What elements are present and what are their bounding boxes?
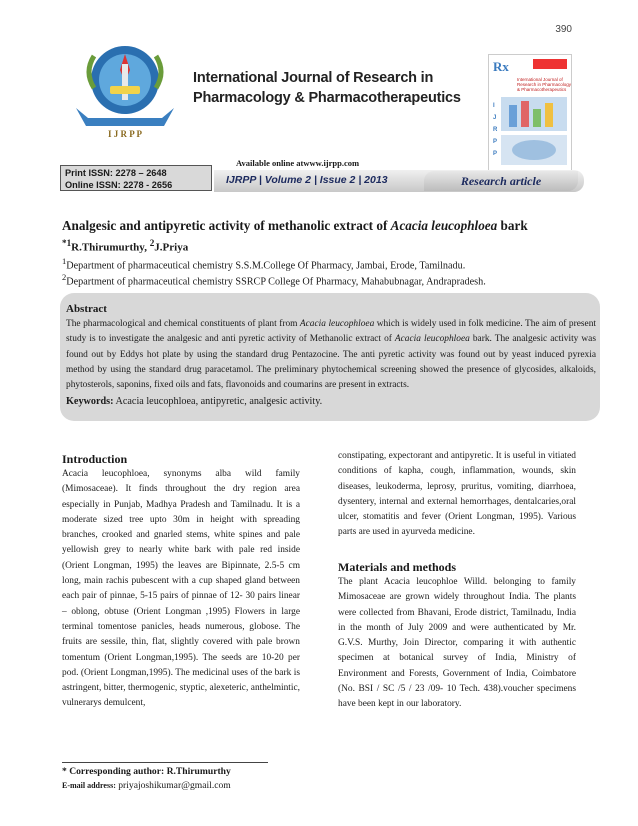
article-title-text: Analgesic and antipyretic activity of methanolic extract of <box>62 218 391 233</box>
svg-text:I: I <box>493 103 495 109</box>
introduction-text: Acacia leucophloea, synonyms alba wild family (Mimosaceae). It finds throughout the dry region area especially in Punjab, Madhya Pradesh and Tamilnadu. It is a moderate sized tree upto 30m in height with spreading branches, crooked and gnarled stems, white spines and pale yellowish grey to nearly white bark with pale red inside (Orient Longman, 1995) the leaves are Bipinnate, 2.5-5 cm long, main rachis pubescent with a cup shaped gland between each pair of pinnae, 5-15 pairs of pinnae of 12- 30 pairs linear – oblong, obtuse (Orient Longman ,1995) Flowers in large terminal tomentose panicles, heads numerous, globose. The fruits are sessile, thin, flat, slightly covered with pale brown tomentum (Orient Longman,1995). The seeds are 10-20 per pod. (Orient Longman,1995). The medicinal uses of the bark is astringent, bitter, thermogenic, styptic, alexeteric, anthelmintic, vulnerarys demulcent, <box>62 469 300 709</box>
materials-heading: Materials and methods <box>338 560 456 574</box>
abstract <box>66 301 596 410</box>
cover-title: International Journal of Research in Pharmacology & Pharmacotherapeutics <box>517 77 571 92</box>
author1-sup: *1 <box>62 238 72 248</box>
article-type-badge: Research article <box>424 171 578 191</box>
journal-title-line2: Pharmacology & Pharmacotherapeutics <box>193 90 461 106</box>
issn-box <box>60 165 212 191</box>
svg-text:R: R <box>493 127 498 133</box>
affiliation-2: $^2$Department of pharmaceutical chemistry SSRCP College Of Pharmacy, Mahabubnagar, Andrapradesh. <box>62 272 486 288</box>
online-issn: Online ISSN: 2278 - 2656 <box>65 180 173 190</box>
author1-name: R.Thirumurthy, <box>71 241 150 254</box>
journal-title <box>193 68 461 108</box>
footnote-rule <box>62 762 268 763</box>
abstract-heading: Abstract <box>66 303 107 315</box>
introduction-heading: Introduction <box>62 452 128 466</box>
email-label: E-mail address: <box>62 781 116 790</box>
article-title <box>62 218 528 234</box>
svg-text:P: P <box>493 139 498 145</box>
authors <box>62 238 188 254</box>
corresponding-author: * Corresponding author: R.Thirumurthy <box>62 766 231 777</box>
journal-cover-thumbnail <box>488 54 572 174</box>
svg-text:Rx: Rx <box>493 59 509 74</box>
abstract-text: The pharmacological and chemical constituents of plant from Acacia leucophloea which is widely used in folk medicine. The aim of present study is to investigate the analgesic and anti pyretic activity of Methanolic extract of Acacia leucophloea bark. The analgesic activity was found out by Eddys hot plate by using the standard drug Pentazocine. The anti pyretic activity was found out by yeast induced pyrexia method by using the standard drug paracetamol. The preliminary phytochemical screening showed the presence of glycosides, alkaloids, phytosterols, saponins, fixed oils and fats, flavonoids and coumarins are present in extracts. <box>66 319 596 391</box>
logo-text: I J R P P <box>107 129 143 139</box>
affiliation-1: $^1$Department of pharmaceutical chemistry S.S.M.College Of Pharmacy, Jambai, Erode, Tamilnadu. <box>62 256 466 272</box>
article-title-species: Acacia leucophloea <box>390 218 498 233</box>
email-line <box>62 780 231 791</box>
journal-logo <box>64 38 186 140</box>
article-title-end: bark <box>497 218 528 233</box>
svg-text:P: P <box>493 151 498 157</box>
availability-line: Available online atwww.ijrpp.com <box>236 158 360 168</box>
materials-text: The plant Acacia leucophloe Willd. belonging to family Mimosaceae are grown widely throughout India. The plants were collected from Bhavani, Erode district, Tamilnadu, India in the month of July 2009 and were authenticated by Mr. G.V.S. Murthy, Join Director, comparing it with authentic specimen at botanical survey of India, Ministry of Environment and Forests, Government of India, Coimbatore (No. BSI / SC /5 / 23 /09- 10 Tech. 438).voucher specimens have been kept in our laboratory. <box>338 577 576 710</box>
author2-name: J.Priya <box>154 241 189 254</box>
issue-info: IJRPP | Volume 2 | Issue 2 | 2013 <box>226 174 388 186</box>
keywords: Keywords: Acacia leucophloea, antipyretic, analgesic activity. <box>66 396 323 408</box>
svg-text:J: J <box>493 115 497 121</box>
introduction-continuation: constipating, expectorant and antipyretic. It is useful in vitiated conditions of kapha, cough, inflammation, wounds, skin diseases, leukoderma, leprosy, pruritus, vomiting, diarrhoea, dysentery, internal and external hemorrhages, dentalcaries,oral ulcer, stomatitis and fever (Orient Longman, 1995). Various parts are used in ayurveda medicine. <box>338 451 576 538</box>
print-issn: Print ISSN: 2278 – 2648 <box>65 168 167 178</box>
page-number: 390 <box>555 24 572 35</box>
journal-title-line1: International Journal of Research in <box>193 70 434 86</box>
author2-sup: 2 <box>149 238 155 248</box>
email-address: priyajoshikumar@gmail.com <box>115 780 231 791</box>
